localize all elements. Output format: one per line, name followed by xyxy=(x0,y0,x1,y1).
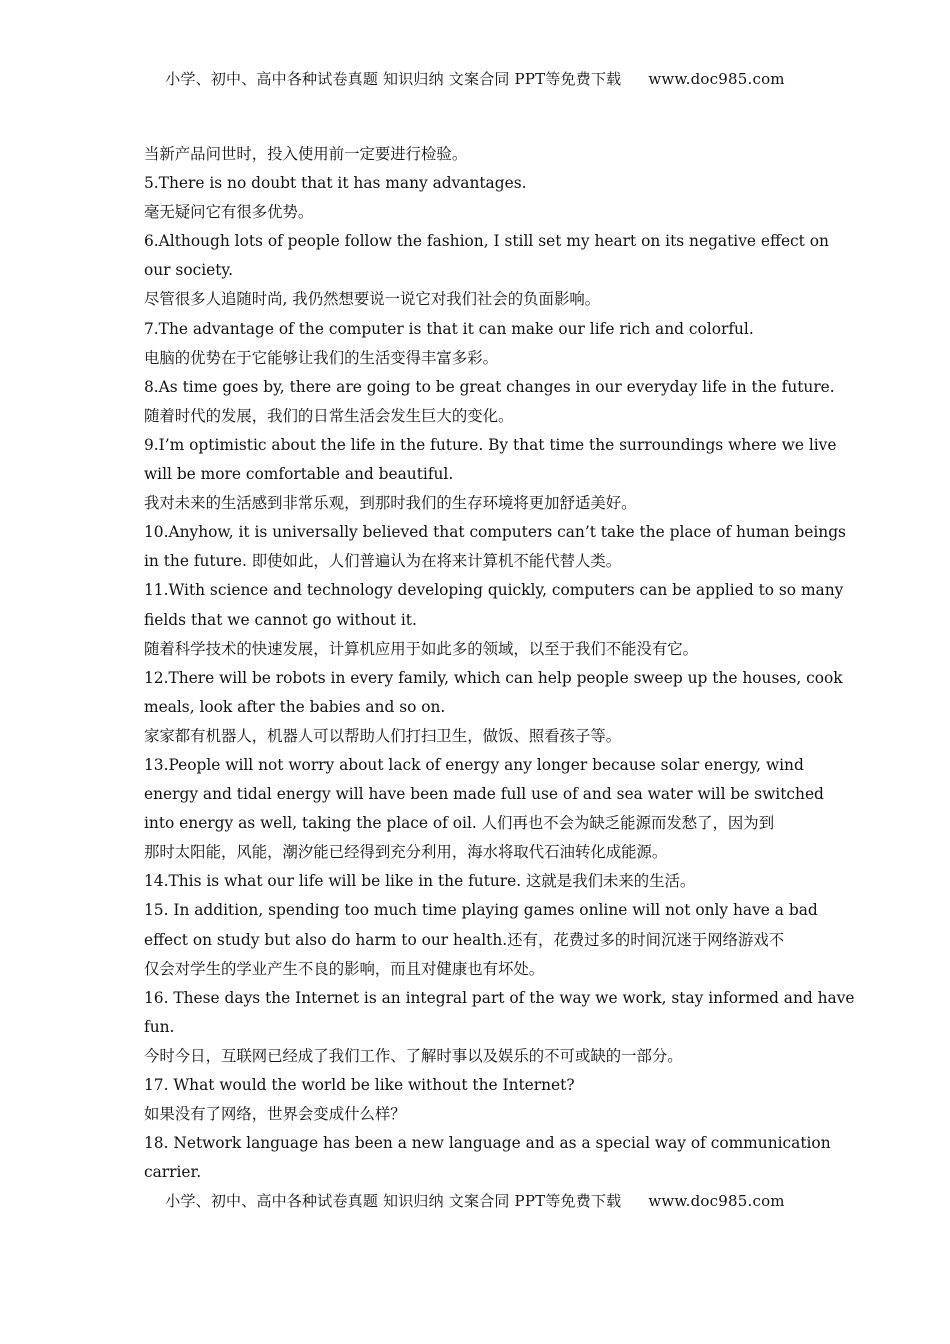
text-line: 家家都有机器人，机器人可以帮助人们打扫卫生，做饭、照看孩子等。 xyxy=(144,726,622,745)
footer-promo-text: 小学、初中、高中各种试卷真题 知识归纳 文案合同 PPT等免费下载 xyxy=(165,1192,622,1210)
text-line: effect on study but also do harm to our health.还有，花费过多的时间沉迷于网络游戏不 xyxy=(144,930,785,949)
text-line: fields that we cannot go without it. xyxy=(144,610,417,629)
text-line: 我对未来的生活感到非常乐观，到那时我们的生存环境将更加舒适美好。 xyxy=(144,494,637,513)
text-line: 随着科学技术的快速发展，计算机应用于如此多的领域，以至于我们不能没有它。 xyxy=(144,639,699,658)
text-line: our society. xyxy=(144,261,233,280)
text-line: 当新产品问世时，投入使用前一定要进行检验。 xyxy=(144,145,468,163)
text-line: 如果没有了网络，世界会变成什么样？ xyxy=(144,1105,406,1124)
text-line: meals, look after the babies and so on. xyxy=(144,697,446,716)
document-body xyxy=(144,140,855,1187)
text-line: will be more comfortable and beautiful. xyxy=(144,465,454,484)
text-line: 16. These days the Internet is an integral part of the way we work, stay informed and have xyxy=(144,988,855,1007)
text-line: 电脑的优势在于它能够让我们的生活变得丰富多彩。 xyxy=(144,348,498,367)
text-line: 毫无疑问它有很多优势。 xyxy=(144,203,314,222)
text-line: 尽管很多人追随时尚, 我仍然想要说一说它对我们社会的负面影响。 xyxy=(144,290,601,309)
text-line: 11.With science and technology developing quickly, computers can be applied to so many xyxy=(144,581,844,600)
header-promo-text: 小学、初中、高中各种试卷真题 知识归纳 文案合同 PPT等免费下载 xyxy=(165,70,622,88)
text-line: fun. xyxy=(144,1017,175,1036)
text-line: into energy as well, taking the place of oil. 人们再也不会为缺乏能源而发愁了，因为到 xyxy=(144,814,775,833)
header-site-link[interactable]: www.doc985.com xyxy=(648,70,785,88)
text-line: 18. Network language has been a new language and as a special way of communication xyxy=(144,1134,831,1153)
text-line: 随着时代的发展，我们的日常生活会发生巨大的变化。 xyxy=(144,406,514,425)
text-line: in the future. 即使如此，人们普遍认为在将来计算机不能代替人类。 xyxy=(144,552,622,571)
text-line: 7.The advantage of the computer is that it can make our life rich and colorful. xyxy=(144,319,754,338)
page-footer xyxy=(0,1190,950,1211)
text-line: 17. What would the world be like without the Internet? xyxy=(144,1076,575,1094)
text-line: energy and tidal energy will have been made full use of and sea water will be switched xyxy=(144,785,824,804)
text-line: 5.There is no doubt that it has many advantages. xyxy=(144,174,527,193)
text-line: 12.There will be robots in every family, which can help people sweep up the houses, cook xyxy=(144,668,843,687)
text-line: 10.Anyhow, it is universally believed that computers can’t take the place of human beings xyxy=(144,523,846,542)
footer-site-link[interactable]: www.doc985.com xyxy=(648,1192,785,1210)
text-line: 15. In addition, spending too much time playing games online will not only have a bad xyxy=(144,901,818,920)
text-line: 9.I’m optimistic about the life in the future. By that time the surroundings where we live xyxy=(144,435,837,454)
text-line: 仅会对学生的学业产生不良的影响，而且对健康也有坏处。 xyxy=(144,959,545,978)
text-line: carrier. xyxy=(144,1163,202,1182)
text-line: 6.Although lots of people follow the fashion, I still set my heart on its negative effect on xyxy=(144,232,829,251)
text-line: 今时今日，互联网已经成了我们工作、了解时事以及娱乐的不可或缺的一部分。 xyxy=(144,1046,683,1065)
text-line: 14.This is what our life will be like in the future. 这就是我们未来的生活。 xyxy=(144,872,696,891)
text-line: 13.People will not worry about lack of energy any longer because solar energy, wind xyxy=(144,755,804,774)
text-line: 8.As time goes by, there are going to be great changes in our everyday life in the future. xyxy=(144,377,835,396)
page-header xyxy=(0,68,950,89)
text-line: 那时太阳能，风能，潮汐能已经得到充分利用，海水将取代石油转化成能源。 xyxy=(144,843,668,862)
